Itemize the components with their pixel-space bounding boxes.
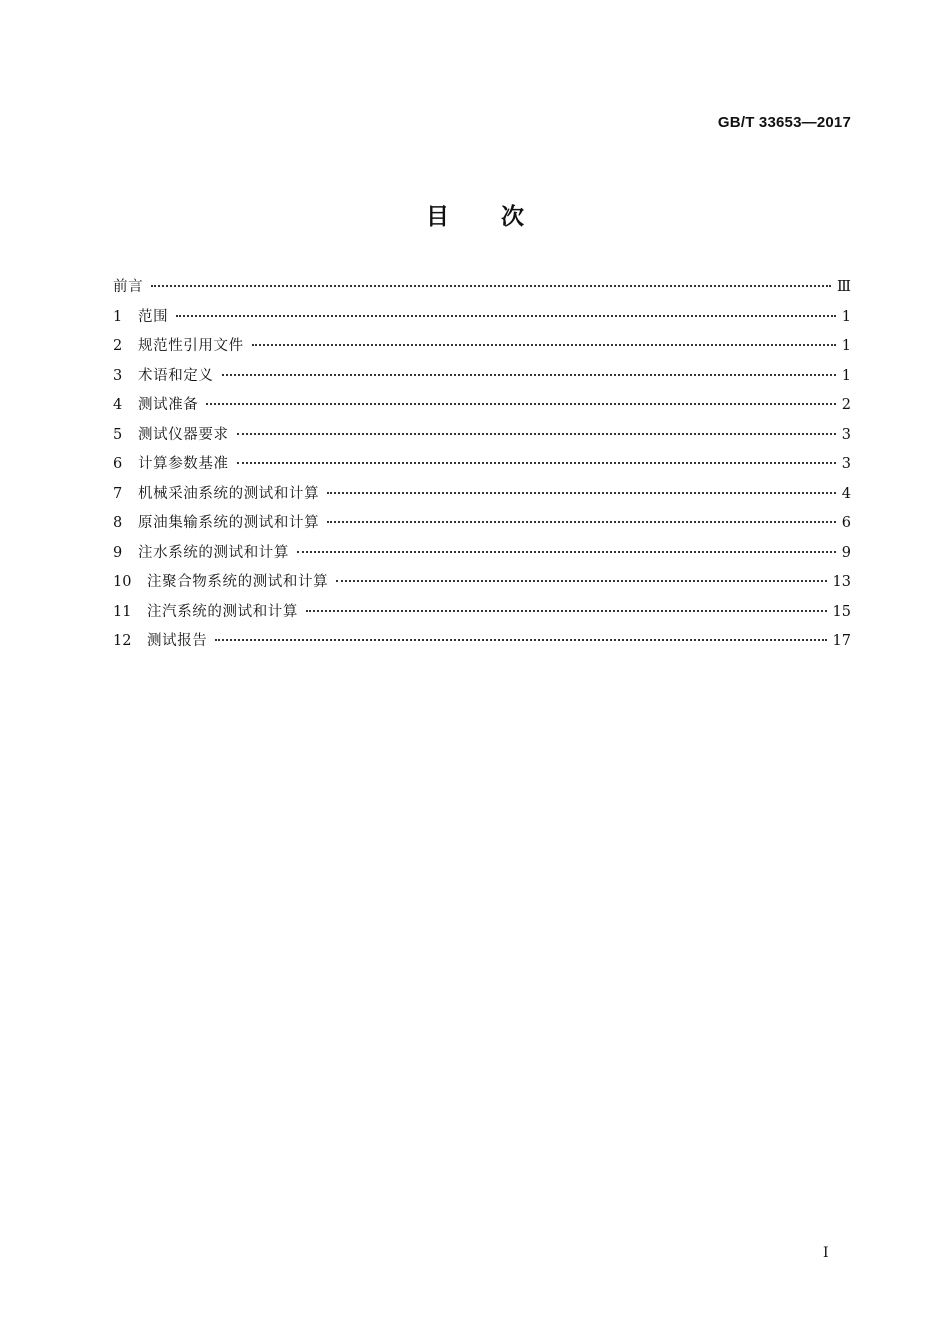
toc-entry[interactable] — [113, 630, 851, 660]
toc-entry-number: 5 — [113, 426, 123, 443]
toc-entry-label: 测试准备 — [138, 397, 199, 413]
toc-entry-number: 2 — [113, 338, 123, 354]
toc-entry-label: 前言 — [113, 279, 144, 295]
toc-entry[interactable] — [113, 601, 851, 631]
toc-dot-leader — [215, 639, 826, 641]
standard-code: GB/T 33653—2017 — [717, 114, 851, 131]
toc-entry-page: 1 — [841, 367, 851, 384]
table-of-contents — [113, 276, 851, 660]
toc-dot-leader — [237, 433, 836, 435]
toc-entry-label: 测试报告 — [147, 633, 208, 649]
toc-entry-label: 注聚合物系统的测试和计算 — [147, 574, 329, 590]
toc-entry-page: Ⅲ — [837, 279, 851, 295]
toc-entry-label: 术语和定义 — [138, 367, 214, 384]
toc-dot-leader — [327, 492, 836, 494]
toc-dot-leader — [306, 610, 827, 612]
toc-entry-number: 10 — [113, 574, 132, 590]
toc-entry[interactable] — [113, 394, 851, 424]
toc-entry[interactable] — [113, 335, 851, 365]
toc-entry-label: 测试仪器要求 — [138, 426, 229, 443]
toc-entry-number: 1 — [113, 308, 123, 325]
toc-entry-label: 范围 — [138, 308, 169, 325]
toc-entry-number: 11 — [113, 603, 132, 620]
toc-entry-page: 15 — [832, 603, 851, 620]
toc-entry-label: 原油集输系统的测试和计算 — [138, 515, 320, 531]
toc-entry-page: 13 — [832, 574, 851, 590]
page-number: I — [823, 1245, 829, 1261]
toc-entry-label: 规范性引用文件 — [138, 338, 244, 354]
toc-entry-page: 4 — [841, 485, 851, 502]
toc-entry-page: 17 — [832, 633, 851, 649]
toc-entry-page: 9 — [841, 544, 851, 561]
toc-entry-page: 2 — [841, 397, 851, 413]
toc-entry-label: 注汽系统的测试和计算 — [147, 603, 298, 620]
toc-entry[interactable] — [113, 453, 851, 483]
toc-dot-leader — [327, 521, 836, 523]
toc-entry[interactable] — [113, 276, 851, 306]
toc-entry-label: 计算参数基准 — [138, 456, 229, 472]
toc-dot-leader — [237, 462, 836, 464]
toc-entry[interactable] — [113, 365, 851, 395]
toc-entry-number: 3 — [113, 367, 123, 384]
toc-entry-page: 1 — [841, 308, 851, 325]
toc-dot-leader — [336, 580, 826, 582]
toc-entry-number: 8 — [113, 515, 123, 531]
toc-entry-number: 12 — [113, 633, 132, 649]
toc-dot-leader — [252, 344, 836, 346]
toc-entry[interactable] — [113, 571, 851, 601]
toc-dot-leader — [151, 285, 831, 287]
toc-entry[interactable] — [113, 483, 851, 513]
toc-dot-leader — [176, 315, 836, 317]
toc-entry[interactable] — [113, 512, 851, 542]
toc-entry-number: 7 — [113, 485, 123, 502]
toc-entry-number: 6 — [113, 456, 123, 472]
toc-entry-label: 机械采油系统的测试和计算 — [138, 485, 320, 502]
toc-dot-leader — [297, 551, 836, 553]
toc-title: 目次 — [426, 204, 576, 230]
toc-entry-label: 注水系统的测试和计算 — [138, 544, 289, 561]
toc-entry-page: 1 — [841, 338, 851, 354]
toc-entry[interactable] — [113, 306, 851, 336]
toc-entry-page: 3 — [841, 456, 851, 472]
toc-entry-page: 6 — [841, 515, 851, 531]
toc-entry-number: 9 — [113, 544, 123, 561]
toc-dot-leader — [206, 403, 835, 405]
toc-entry[interactable] — [113, 424, 851, 454]
toc-entry-number: 4 — [113, 397, 123, 413]
toc-entry-page: 3 — [841, 426, 851, 443]
toc-entry[interactable] — [113, 542, 851, 572]
toc-dot-leader — [222, 374, 836, 376]
